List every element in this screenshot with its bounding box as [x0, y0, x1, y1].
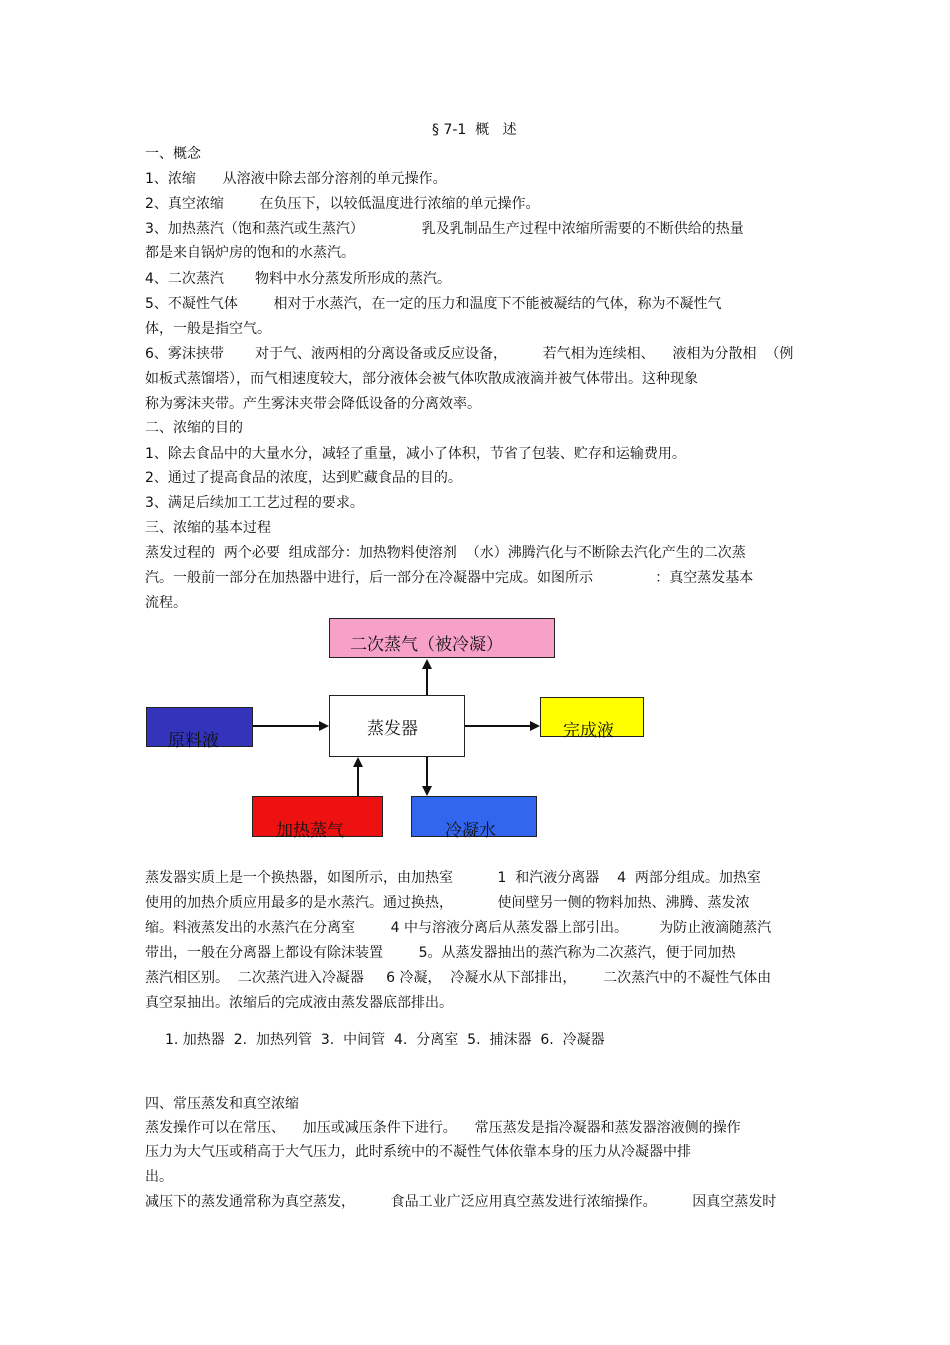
arrowhead-right [530, 721, 540, 731]
feed-label: 原料液 [168, 731, 219, 751]
text-line: 3、加热蒸汽（饱和蒸汽或生蒸汽） 乳及乳制品生产过程中浓缩所需要的不断供给的热量 [145, 221, 744, 237]
arrowhead-right [319, 721, 329, 731]
secondary-steam-label: 二次蒸气（被冷凝） [350, 635, 503, 655]
arrow-feed-to-evaporator [253, 725, 319, 727]
text-line: 6、雾沫挟带 对于气、液两相的分离设备或反应设备， 若气相为连续相、 液相为分散相 （例 [145, 346, 794, 362]
text-line: 4、二次蒸汽 物料中水分蒸发所形成的蒸汽。 [145, 271, 452, 287]
text-line: 缩。料液蒸发出的水蒸汽在分离室 4 中与溶液分离后从蒸发器上部引出。 为防止液滴随蒸汽 [145, 920, 772, 936]
text-line: 2、通过了提高食品的浓度，达到贮藏食品的目的。 [145, 470, 462, 486]
arrow-evaporator-to-product [465, 725, 530, 727]
arrowhead-down [422, 786, 432, 796]
text-line: 都是来自锅炉房的饱和的水蒸汽。 [145, 245, 355, 261]
arrow-heating-steam-to-evaporator [357, 767, 359, 796]
text-line: 压力为大气压或稍高于大气压力，此时系统中的不凝性气体依靠本身的压力从冷凝器中排 [145, 1144, 691, 1160]
text-line: 真空泵抽出。浓缩后的完成液由蒸发器底部排出。 [145, 995, 453, 1011]
section-heading-concepts: 一、概念 [145, 146, 201, 162]
feed-box [146, 707, 253, 751]
text-line: 减压下的蒸发通常称为真空蒸发， 食品工业广泛应用真空蒸发进行浓缩操作。 因真空蒸发时 [145, 1194, 777, 1210]
product-box [540, 697, 644, 741]
text-line: 5、不凝性气体 相对于水蒸汽，在一定的压力和温度下不能被凝结的气体，称为不凝性气 [145, 296, 722, 312]
evaporator-box [329, 695, 465, 757]
heating-steam-label: 加热蒸气 [276, 821, 344, 841]
arrowhead-up [422, 659, 432, 669]
evaporator-label: 蒸发器 [367, 719, 418, 739]
text-line: 蒸发操作可以在常压、 加压或减压条件下进行。 常压蒸发是指冷凝器和蒸发器溶液侧的操作 [145, 1120, 741, 1136]
text-line: 1、除去食品中的大量水分，减轻了重量，减小了体积，节省了包装、贮存和运输费用。 [145, 446, 686, 462]
arrow-evaporator-to-secondary-steam [426, 668, 428, 695]
condensate-box [411, 796, 537, 841]
text-line: 流程。 [145, 595, 187, 611]
text-line: 2、真空浓缩 在负压下，以较低温度进行浓缩的单元操作。 [145, 196, 540, 212]
text-line: 称为雾沫夹带。产生雾沫夹带会降低设备的分离效率。 [145, 396, 481, 412]
text-line: 体，一般是指空气。 [145, 321, 271, 337]
condensate-label: 冷凝水 [445, 821, 496, 841]
arrow-evaporator-to-condensate [426, 757, 428, 786]
text-line: 使用的加热介质应用最多的是水蒸汽。通过换热， 使间壁另一侧的物料加热、沸腾、蒸发浓 [145, 895, 750, 911]
section-heading-pressure: 四、常压蒸发和真空浓缩 [145, 1096, 299, 1112]
figure-legend: 1. 加热器 2. 加热列管 3. 中间管 4. 分离室 5. 捕沫器 6. 冷凝器 [165, 1032, 605, 1048]
text-line: 蒸汽相区别。 二次蒸汽进入冷凝器 6 冷凝， 冷凝水从下部排出， 二次蒸汽中的不凝性气体由 [145, 970, 772, 986]
text-line: 带出，一般在分离器上都设有除沫装置 5。从蒸发器抽出的蒸汽称为二次蒸汽，便于同加热 [145, 945, 736, 961]
text-line: 如板式蒸馏塔），而气相速度较大，部分液体会被气体吹散成液滴并被气体带出。这种现象 [145, 371, 698, 387]
page-title: § 7-1 概 述 [432, 122, 517, 138]
text-line: 出。 [145, 1169, 173, 1185]
arrowhead-up [353, 757, 363, 767]
text-line: 1、浓缩 从溶液中除去部分溶剂的单元操作。 [145, 171, 447, 187]
text-line: 汽。一般前一部分在加热器中进行，后一部分在冷凝器中完成。如图所示 ：真空蒸发基本 [145, 570, 754, 586]
section-heading-process: 三、浓缩的基本过程 [145, 520, 271, 536]
text-line: 3、满足后续加工工艺过程的要求。 [145, 495, 364, 511]
section-heading-purpose: 二、浓缩的目的 [145, 420, 243, 436]
text-line: 蒸发过程的 两个必要 组成部分：加热物料使溶剂 （水）沸腾汽化与不断除去汽化产生的二次蒸 [145, 545, 746, 561]
secondary-steam-box [329, 618, 555, 658]
heating-steam-box [252, 796, 383, 841]
product-label: 完成液 [563, 721, 614, 741]
text-line: 蒸发器实质上是一个换热器，如图所示，由加热室 1 和汽液分离器 4 两部分组成。加热室 [145, 870, 761, 886]
